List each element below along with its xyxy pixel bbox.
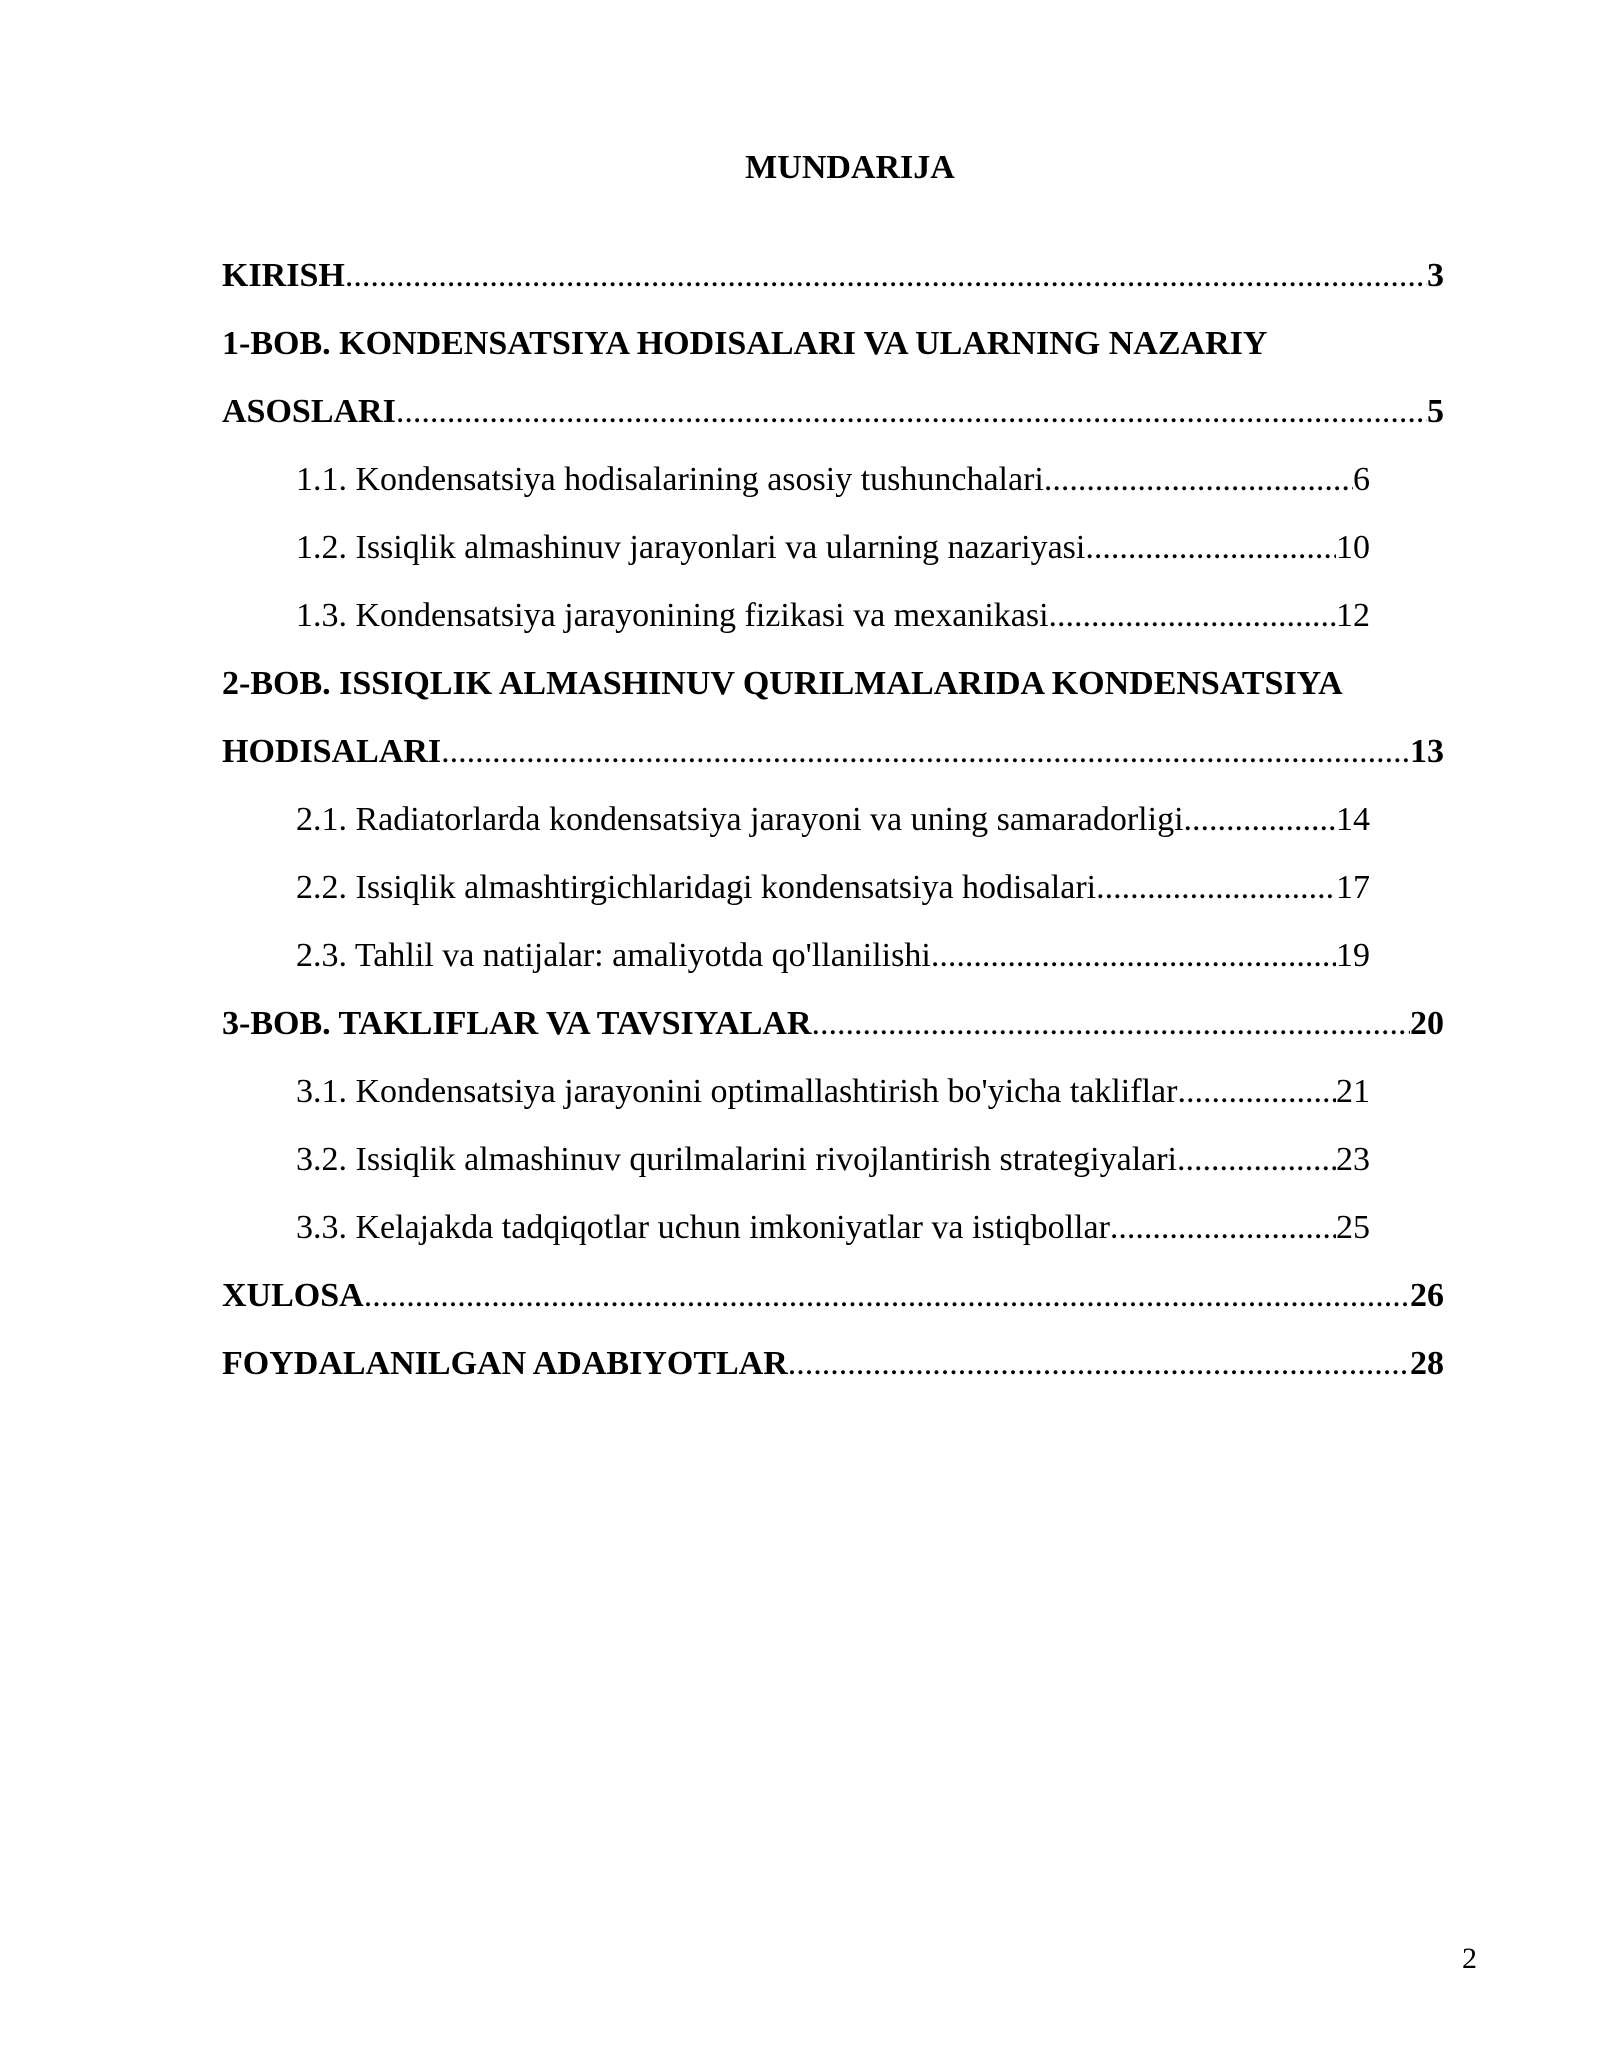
toc-entry-page: 3 xyxy=(1427,257,1444,294)
toc-entry-page: 28 xyxy=(1410,1345,1444,1382)
toc-entry-chapter-2[interactable] xyxy=(222,718,1444,786)
dot-leader xyxy=(1110,1194,1336,1262)
dot-leader xyxy=(931,922,1336,990)
toc-entry-page: 26 xyxy=(1410,1277,1444,1314)
toc-entry-page: 14 xyxy=(1336,801,1370,838)
toc-entry-label: 2.3. Tahlil va natijalar: amaliyotda qo'llanilishi xyxy=(296,937,931,974)
toc-entry-label: 1-BOB. KONDENSATSIYA HODISALARI VA ULARNING NAZARIY xyxy=(222,325,1268,362)
toc-entry-page: 12 xyxy=(1336,597,1370,634)
toc-entry-section-1-2[interactable] xyxy=(296,514,1370,582)
toc-entry-page: 5 xyxy=(1427,393,1444,430)
toc-entry-page: 23 xyxy=(1336,1141,1370,1178)
dot-leader xyxy=(788,1330,1410,1398)
toc-entry-page: 19 xyxy=(1336,937,1370,974)
toc-entry-page: 6 xyxy=(1353,461,1370,498)
toc-entry-page: 21 xyxy=(1336,1073,1370,1110)
toc-entry-label: 2-BOB. ISSIQLIK ALMASHINUV QURILMALARIDA KONDENSATSIYA xyxy=(222,665,1343,702)
dot-leader xyxy=(812,990,1410,1058)
toc-entry-section-3-1[interactable] xyxy=(296,1058,1370,1126)
toc-entry-section-1-1[interactable] xyxy=(296,446,1370,514)
toc-entry-label: 1.1. Kondensatsiya hodisalarining asosiy tushunchalari xyxy=(296,461,1044,498)
toc-entry-chapter-2-heading[interactable] xyxy=(222,650,1444,718)
toc-entry-section-1-3[interactable] xyxy=(296,582,1370,650)
dot-leader xyxy=(364,1262,1410,1330)
toc-entry-section-3-3[interactable] xyxy=(296,1194,1370,1262)
toc-entry-page: 20 xyxy=(1410,1005,1444,1042)
page-number: 2 xyxy=(1462,1942,1477,1975)
toc-entry-label: 1.3. Kondensatsiya jarayonining fizikasi va mexanikasi xyxy=(296,597,1049,634)
toc-entry-section-2-3[interactable] xyxy=(296,922,1370,990)
toc-entry-chapter-1-heading[interactable] xyxy=(222,310,1444,378)
dot-leader xyxy=(1044,446,1353,514)
toc-entry-label: 2.1. Radiatorlarda kondensatsiya jarayoni va uning samaradorligi xyxy=(296,801,1184,838)
dot-leader xyxy=(345,242,1427,310)
toc-entry-label: 3.2. Issiqlik almashinuv qurilmalarini rivojlantirish strategiyalari xyxy=(296,1141,1177,1178)
toc-entry-label: FOYDALANILGAN ADABIYOTLAR xyxy=(222,1345,788,1382)
toc-entry-page: 10 xyxy=(1336,529,1370,566)
toc-entry-page: 25 xyxy=(1336,1209,1370,1246)
toc-entry-label: 3-BOB. TAKLIFLAR VA TAVSIYALAR xyxy=(222,1005,812,1042)
dot-leader xyxy=(396,378,1427,446)
page-title: MUNDARIJA xyxy=(745,149,955,186)
toc-entry-page: 17 xyxy=(1336,869,1370,906)
toc-entry-section-2-2[interactable] xyxy=(296,854,1370,922)
toc-entry-label: KIRISH xyxy=(222,257,345,294)
toc-entry-section-3-2[interactable] xyxy=(296,1126,1370,1194)
toc-entry-label: 1.2. Issiqlik almashinuv jarayonlari va ularning nazariyasi xyxy=(296,529,1086,566)
toc-entry-kirish[interactable] xyxy=(222,242,1444,310)
dot-leader xyxy=(1177,1126,1336,1194)
toc-entry-chapter-3[interactable] xyxy=(222,990,1444,1058)
toc-entry-label: 3.1. Kondensatsiya jarayonini optimallashtirish bo'yicha takliflar xyxy=(296,1073,1178,1110)
dot-leader xyxy=(441,718,1410,786)
dot-leader xyxy=(1177,1058,1336,1126)
toc-entry-label: XULOSA xyxy=(222,1277,364,1314)
toc-entry-page: 13 xyxy=(1410,733,1444,770)
dot-leader xyxy=(1096,854,1336,922)
dot-leader xyxy=(1049,582,1336,650)
toc-entry-adabiyotlar[interactable] xyxy=(222,1330,1444,1398)
dot-leader xyxy=(1184,786,1336,854)
toc-entry-section-2-1[interactable] xyxy=(296,786,1370,854)
toc-entry-label: 3.3. Kelajakda tadqiqotlar uchun imkoniyatlar va istiqbollar xyxy=(296,1209,1110,1246)
table-of-contents xyxy=(222,242,1444,1398)
toc-entry-label: ASOSLARI xyxy=(222,393,396,430)
toc-entry-xulosa[interactable] xyxy=(222,1262,1444,1330)
toc-entry-label: HODISALARI xyxy=(222,733,442,770)
toc-entry-chapter-1[interactable] xyxy=(222,378,1444,446)
toc-entry-label: 2.2. Issiqlik almashtirgichlaridagi kondensatsiya hodisalari xyxy=(296,869,1097,906)
dot-leader xyxy=(1085,514,1336,582)
